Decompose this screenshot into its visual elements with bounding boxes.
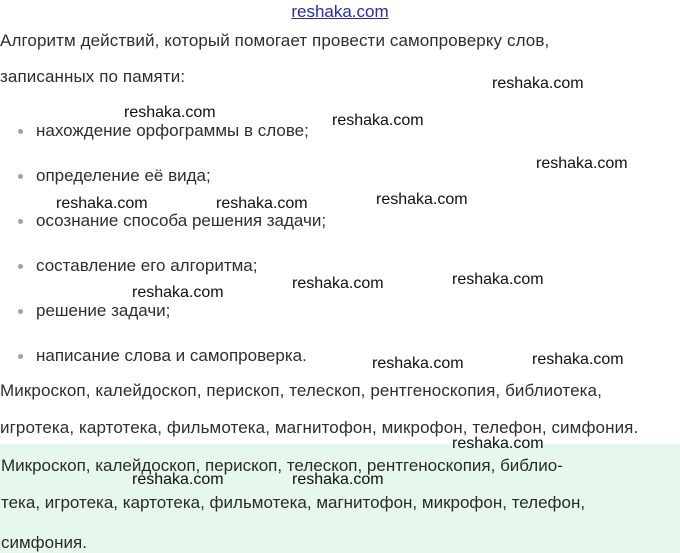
list-item-text: определение её вида; [36, 166, 211, 185]
list-item-text: составление его алгоритма; [36, 256, 258, 275]
watermark: reshaka.com [292, 471, 384, 488]
watermark: reshaka.com [372, 355, 464, 372]
bullet-icon [18, 264, 23, 269]
list-item-text: написание слова и самопроверка. [36, 346, 307, 365]
answer-line-2: тека, игротека, картотека, фильмотека, магнитофон, микрофон, телефон, [1, 493, 586, 512]
watermark: reshaka.com [452, 435, 544, 452]
bullet-icon [18, 354, 23, 359]
answer-line-3: симфония. [1, 533, 87, 552]
site-link[interactable]: reshaka.com [291, 2, 389, 21]
answer-box [0, 444, 680, 553]
watermark: reshaka.com [536, 155, 628, 172]
watermark: reshaka.com [452, 271, 544, 288]
watermark: reshaka.com [132, 284, 224, 301]
watermark: reshaka.com [292, 275, 384, 292]
bullet-icon [18, 174, 23, 179]
site-header [0, 1, 680, 23]
words-line-1: Микроскоп, калейдоскоп, перископ, телескоп, рентгеноскопия, библиотека, [0, 381, 602, 400]
bullet-icon [18, 309, 23, 314]
answer-line-1: Микроскоп, калейдоскоп, перископ, телескоп, рентгеноскопия, библио- [1, 456, 563, 475]
watermark: reshaka.com [376, 191, 468, 208]
watermark: reshaka.com [56, 195, 148, 212]
intro-line-2: записанных по памяти: [0, 67, 186, 86]
watermark: reshaka.com [532, 351, 624, 368]
intro-line-1: Алгоритм действий, который помогает провести самопроверку слов, [0, 31, 550, 50]
list-item-text: решение задачи; [36, 301, 171, 320]
words-line-2: игротека, картотека, фильмотека, магнитофон, микрофон, телефон, симфония. [0, 418, 639, 437]
list-item-text: нахождение орфограммы в слове; [36, 121, 309, 140]
watermark: reshaka.com [492, 75, 584, 92]
watermark: reshaka.com [132, 471, 224, 488]
watermark: reshaka.com [124, 104, 216, 121]
list-item-text: осознание способа решения задачи; [36, 211, 327, 230]
bullet-icon [18, 219, 23, 224]
watermark: reshaka.com [332, 112, 424, 129]
bullet-icon [18, 129, 23, 134]
watermark: reshaka.com [216, 195, 308, 212]
